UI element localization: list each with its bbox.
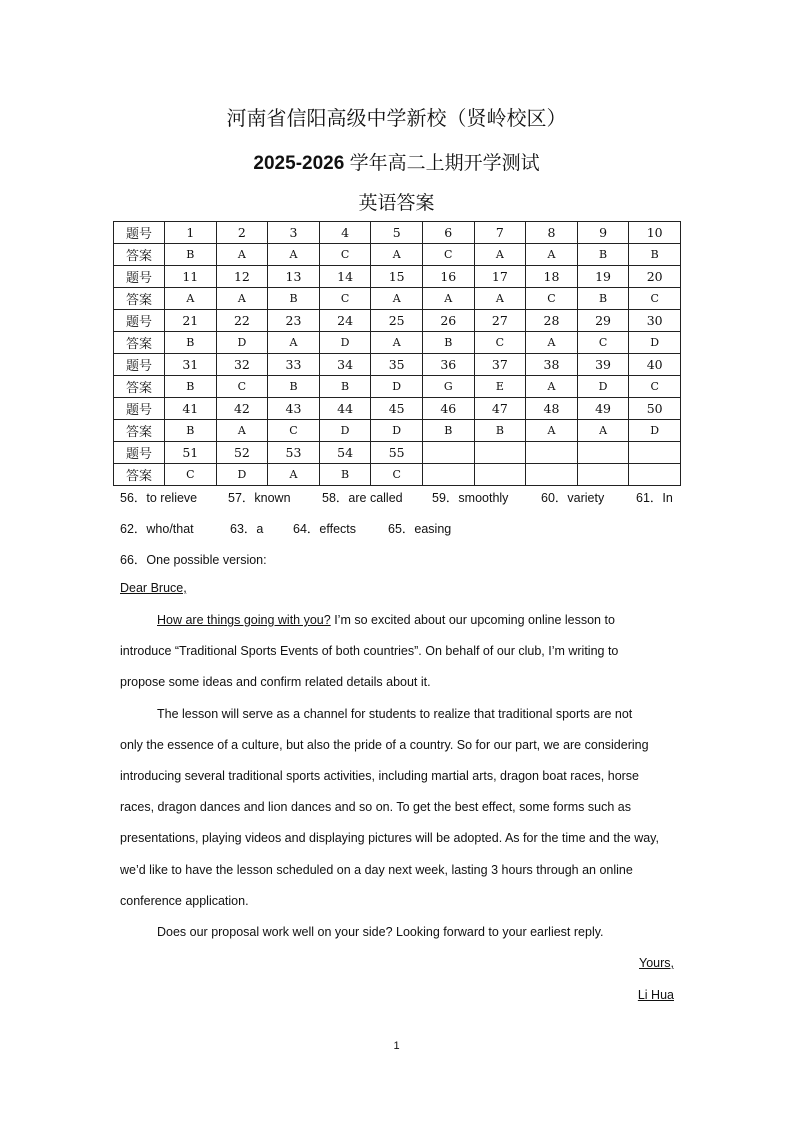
question-number-cell: 38 <box>526 354 578 376</box>
answer-cell: C <box>319 288 371 310</box>
question-number-cell: 11 <box>165 266 217 288</box>
question-number-cell: 35 <box>371 354 423 376</box>
answer-cell: D <box>371 376 423 398</box>
question-number-row <box>114 442 681 464</box>
answer-cell <box>422 464 474 486</box>
question-number-cell: 7 <box>474 222 526 244</box>
answer-cell: A <box>268 464 320 486</box>
paragraph-2-line-5: presentations, playing videos and displaying pictures will be adopted. As for the time and the way, <box>120 831 659 845</box>
answer-cell: B <box>165 332 217 354</box>
signature: Li Hua <box>637 988 674 1002</box>
question-number-cell: 24 <box>319 310 371 332</box>
question-label-cell: 题号 <box>114 442 165 464</box>
question-number-cell: 15 <box>371 266 423 288</box>
answer-cell: B <box>577 244 629 266</box>
answer-cell: A <box>526 332 578 354</box>
answer-cell: C <box>422 244 474 266</box>
question-label-cell: 题号 <box>114 354 165 376</box>
question-label-cell: 题号 <box>114 310 165 332</box>
question-number-cell: 17 <box>474 266 526 288</box>
answer-cell: B <box>577 288 629 310</box>
paragraph-1-line-1 <box>157 613 717 627</box>
answer-cell: B <box>629 244 681 266</box>
answer-row <box>114 464 681 486</box>
answer-cell: A <box>526 420 578 442</box>
question-number-cell: 31 <box>165 354 217 376</box>
exam-year: 2025-2026 <box>253 153 345 174</box>
paragraph-2-line-7: conference application. <box>120 894 249 908</box>
answer-cell: A <box>268 332 320 354</box>
question-number-cell: 39 <box>577 354 629 376</box>
question-number-cell: 1 <box>165 222 217 244</box>
question-number-cell: 30 <box>629 310 681 332</box>
question-number-cell: 6 <box>422 222 474 244</box>
question-number-row <box>114 222 681 244</box>
question-number-row <box>114 354 681 376</box>
question-number-cell: 21 <box>165 310 217 332</box>
answer-cell: A <box>216 288 268 310</box>
answer-cell: D <box>577 376 629 398</box>
subject-title: 英语答案 <box>358 193 435 214</box>
question-number-cell: 36 <box>422 354 474 376</box>
question-number-cell: 37 <box>474 354 526 376</box>
question-number-cell: 32 <box>216 354 268 376</box>
answer-cell: B <box>422 420 474 442</box>
paragraph-1-line-3: propose some ideas and confirm related details about it. <box>120 675 431 689</box>
question-number-cell: 53 <box>268 442 320 464</box>
answer-cell: C <box>526 288 578 310</box>
question-number-cell: 48 <box>526 398 578 420</box>
school-title: 河南省信阳高级中学新校（贤岭校区） <box>226 108 567 130</box>
answer-cell: C <box>629 376 681 398</box>
salutation: Dear Bruce, <box>120 581 187 595</box>
paragraph-1-line-2: introduce “Traditional Sports Events of both countries”. On behalf of our club, I’m writing to <box>120 644 619 658</box>
answer-cell: C <box>474 332 526 354</box>
answer-cell: C <box>319 244 371 266</box>
answer-label-cell: 答案 <box>114 376 165 398</box>
question-number-cell <box>629 442 681 464</box>
question-number-cell: 46 <box>422 398 474 420</box>
answer-row <box>114 420 681 442</box>
answer-cell: D <box>629 420 681 442</box>
closing: Yours, <box>639 956 674 970</box>
answer-label-cell: 答案 <box>114 464 165 486</box>
question-number-cell: 55 <box>371 442 423 464</box>
question-number-row <box>114 398 681 420</box>
question-number-row <box>114 266 681 288</box>
page-number: 1 <box>393 1040 400 1052</box>
question-number-cell: 5 <box>371 222 423 244</box>
answer-cell: D <box>629 332 681 354</box>
answer-cell: C <box>268 420 320 442</box>
paragraph-2-line-1: The lesson will serve as a channel for students to realize that traditional sports are not <box>157 707 633 721</box>
answer-cell <box>474 464 526 486</box>
paragraph-1-line-1-rest: I’m so excited about our upcoming online lesson to <box>330 613 615 627</box>
answer-row <box>114 244 681 266</box>
question-number-cell: 22 <box>216 310 268 332</box>
answer-cell: A <box>371 332 423 354</box>
answer-cell: A <box>165 288 217 310</box>
answer-table <box>113 221 681 486</box>
answer-cell: A <box>422 288 474 310</box>
answer-cell: C <box>165 464 217 486</box>
answer-label-cell: 答案 <box>114 288 165 310</box>
answer-cell: B <box>268 376 320 398</box>
question-number-cell: 41 <box>165 398 217 420</box>
answer-cell <box>629 464 681 486</box>
question-number-cell: 52 <box>216 442 268 464</box>
answer-cell: A <box>371 244 423 266</box>
writing-intro: 66．One possible version: <box>120 553 267 567</box>
paragraph-2-line-4: races, dragon dances and lion dances and so on. To get the best effect, some forms such as <box>120 800 631 814</box>
answer-cell: C <box>629 288 681 310</box>
question-number-cell: 54 <box>319 442 371 464</box>
question-number-cell: 26 <box>422 310 474 332</box>
exam-title <box>0 148 793 175</box>
question-number-cell: 27 <box>474 310 526 332</box>
question-number-cell: 47 <box>474 398 526 420</box>
question-number-cell: 14 <box>319 266 371 288</box>
answer-cell: A <box>526 376 578 398</box>
question-number-cell: 50 <box>629 398 681 420</box>
question-number-cell: 49 <box>577 398 629 420</box>
fill-answer-62: 62．who/that <box>120 522 194 536</box>
answer-cell: B <box>474 420 526 442</box>
answer-row <box>114 332 681 354</box>
fill-answer-59: 59．smoothly <box>432 491 509 505</box>
answer-row <box>114 376 681 398</box>
answer-cell: B <box>268 288 320 310</box>
answer-cell: A <box>474 244 526 266</box>
answer-label-cell: 答案 <box>114 332 165 354</box>
question-number-cell: 45 <box>371 398 423 420</box>
question-label-cell: 题号 <box>114 266 165 288</box>
answer-cell <box>526 464 578 486</box>
answer-cell: C <box>577 332 629 354</box>
answer-cell: D <box>216 464 268 486</box>
question-number-cell: 42 <box>216 398 268 420</box>
question-number-cell: 44 <box>319 398 371 420</box>
fill-answer-61: 61．In <box>636 491 673 505</box>
question-label-cell: 题号 <box>114 222 165 244</box>
question-label-cell: 题号 <box>114 398 165 420</box>
answer-cell: B <box>165 420 217 442</box>
question-number-cell: 33 <box>268 354 320 376</box>
question-number-cell: 4 <box>319 222 371 244</box>
answer-cell: A <box>216 420 268 442</box>
question-number-cell: 34 <box>319 354 371 376</box>
answer-cell: A <box>216 244 268 266</box>
paragraph-2-line-2: only the essence of a culture, but also the pride of a country. So for our part, we are considering <box>120 738 649 752</box>
fill-answer-58: 58．are called <box>322 491 403 505</box>
answer-cell <box>577 464 629 486</box>
paragraph-2-line-3: introducing several traditional sports activities, including martial arts, dragon boat races, horse <box>120 769 640 783</box>
answer-cell: C <box>216 376 268 398</box>
exam-name: 学年高二上期开学测试 <box>344 153 540 174</box>
question-number-cell: 16 <box>422 266 474 288</box>
fill-answer-57: 57．known <box>228 491 291 505</box>
question-number-cell: 29 <box>577 310 629 332</box>
answer-label-cell: 答案 <box>114 244 165 266</box>
question-number-cell: 18 <box>526 266 578 288</box>
answer-cell: A <box>577 420 629 442</box>
question-number-cell: 51 <box>165 442 217 464</box>
answer-label-cell: 答案 <box>114 420 165 442</box>
answer-cell: B <box>319 376 371 398</box>
answer-cell: E <box>474 376 526 398</box>
answer-cell: B <box>319 464 371 486</box>
question-number-cell: 13 <box>268 266 320 288</box>
answer-cell: B <box>165 244 217 266</box>
answer-cell: D <box>371 420 423 442</box>
question-number-cell: 25 <box>371 310 423 332</box>
question-number-cell: 8 <box>526 222 578 244</box>
question-number-cell: 43 <box>268 398 320 420</box>
answer-cell: B <box>422 332 474 354</box>
question-number-cell: 3 <box>268 222 320 244</box>
answer-cell: A <box>371 288 423 310</box>
answer-row <box>114 288 681 310</box>
question-number-cell: 12 <box>216 266 268 288</box>
fill-answer-65: 65．easing <box>388 522 452 536</box>
fill-answer-56: 56．to relieve <box>120 491 198 505</box>
question-number-cell: 10 <box>629 222 681 244</box>
fill-answer-63: 63．a <box>230 522 264 536</box>
paragraph-3-line-1: Does our proposal work well on your side? Looking forward to your earliest reply. <box>157 925 604 939</box>
answer-cell: D <box>319 420 371 442</box>
opening-greeting: How are things going with you? <box>157 613 331 627</box>
answer-cell: B <box>165 376 217 398</box>
answer-cell: C <box>371 464 423 486</box>
question-number-cell <box>422 442 474 464</box>
question-number-cell: 23 <box>268 310 320 332</box>
question-number-cell: 19 <box>577 266 629 288</box>
question-number-cell <box>526 442 578 464</box>
question-number-row <box>114 310 681 332</box>
answer-cell: D <box>216 332 268 354</box>
question-number-cell <box>474 442 526 464</box>
question-number-cell: 40 <box>629 354 681 376</box>
answer-cell: D <box>319 332 371 354</box>
answer-cell: A <box>268 244 320 266</box>
paragraph-2-line-6: we’d like to have the lesson scheduled on a day next week, lasting 3 hours through an online <box>120 863 633 877</box>
question-number-cell: 20 <box>629 266 681 288</box>
answer-cell: G <box>422 376 474 398</box>
question-number-cell: 2 <box>216 222 268 244</box>
question-number-cell <box>577 442 629 464</box>
question-number-cell: 28 <box>526 310 578 332</box>
answer-cell: A <box>526 244 578 266</box>
fill-answer-60: 60．variety <box>541 491 605 505</box>
question-number-cell: 9 <box>577 222 629 244</box>
fill-answer-64: 64．effects <box>293 522 357 536</box>
answer-cell: A <box>474 288 526 310</box>
